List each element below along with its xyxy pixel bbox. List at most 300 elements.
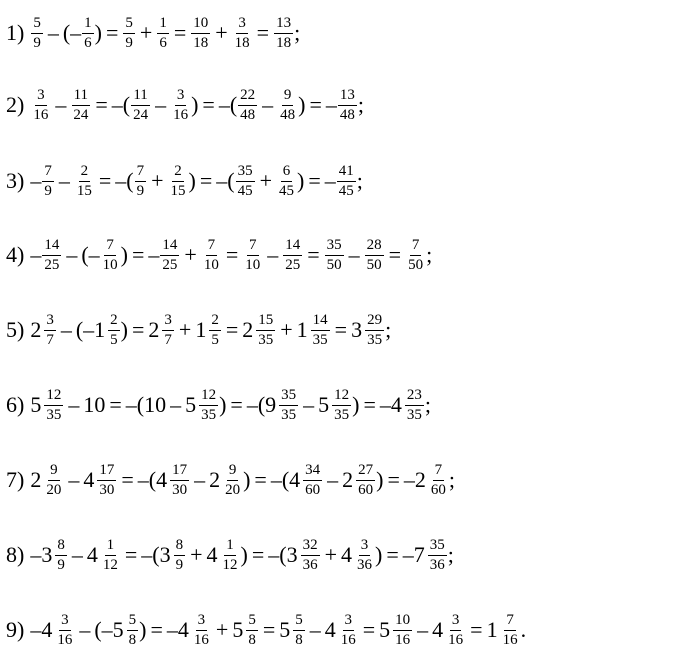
fraction-numerator: 3 [359,537,371,556]
fraction-denominator: 35 [46,406,62,423]
fraction-denominator: 9 [33,34,41,51]
fraction [170,462,189,498]
fraction [293,612,305,648]
fraction [303,462,322,498]
fraction-denominator: 48 [339,106,355,123]
operator: = [363,392,376,417]
fraction [279,387,298,423]
fraction-numerator: 12 [332,387,351,406]
mixed-number [403,537,448,573]
mixed-number-whole: 4 [432,617,444,642]
operator: = [131,242,145,267]
fraction [246,612,258,648]
fraction-denominator: 10 [245,256,261,273]
fraction-numerator: 2 [79,163,91,182]
fraction-numerator: 27 [356,462,375,481]
fraction-numerator: 11 [72,87,90,106]
symbol: ; [356,168,363,193]
symbol: ) [352,392,360,417]
equation-number: 5) [6,317,25,342]
fraction-denominator: 9 [175,556,184,573]
fraction [202,237,221,273]
fraction-numerator: 17 [170,462,189,481]
fraction-denominator: 9 [136,182,145,199]
fraction [108,312,120,348]
fraction-numerator: 5 [123,15,135,34]
fraction-numerator: 9 [227,462,239,481]
mixed-number [148,312,175,348]
mixed-number [287,537,321,573]
operator: = [173,20,187,45]
fraction-denominator: 50 [408,256,424,273]
fraction-numerator: 1 [82,15,94,34]
fraction-numerator: 9 [48,462,60,481]
symbol: – [325,92,337,117]
mixed-number-whole: 4 [83,467,95,492]
fraction-numerator: 1 [157,15,169,34]
symbol: –(10 [125,392,167,417]
fraction-denominator: 30 [172,481,188,498]
mixed-number [379,612,413,648]
operator: – [262,92,274,117]
mixed-number [404,462,449,498]
fraction-numerator: 3 [35,87,47,106]
operator: – [68,467,80,492]
symbol: ; [385,317,392,342]
symbol: ; [294,20,301,45]
mixed-number-whole: –2 [403,467,426,492]
operator: + [324,542,337,567]
fraction-numerator: 2 [108,312,120,331]
mixed-number [380,387,425,423]
operator: – [417,617,429,642]
fraction-denominator: 35 [281,406,297,423]
operator: = [362,617,376,642]
fraction [44,312,56,348]
fraction [192,612,211,648]
fraction-denominator: 36 [302,556,318,573]
fraction [71,87,90,123]
equation-line [6,605,526,655]
mixed-number [30,612,75,648]
fraction [209,312,221,348]
mixed-number [207,537,241,573]
fraction [406,237,425,273]
fraction-numerator: 3 [196,612,208,631]
fraction-numerator: 7 [504,612,516,631]
mixed-number [30,387,64,423]
mixed-number-whole: 1 [195,317,207,342]
fraction-denominator: 20 [225,481,241,498]
symbol: –( [246,392,266,417]
fraction-numerator: 12 [199,387,218,406]
symbol: (– [94,617,113,642]
fraction-denominator: 18 [234,34,250,51]
mixed-number-whole: 2 [30,467,42,492]
symbol: (– [81,242,100,267]
fraction-denominator: 25 [44,256,60,273]
mixed-number [232,612,259,648]
operator: – [309,617,321,642]
symbol: –( [115,168,134,193]
fraction [42,237,61,273]
symbol: 10 [83,392,106,417]
fraction-denominator: 8 [295,631,303,648]
fraction [355,537,374,573]
mixed-number-whole: 2 [30,317,42,342]
symbol: ) [139,617,147,642]
fraction-denominator: 5 [211,331,219,348]
fraction [31,87,50,123]
fraction-denominator: 45 [279,182,294,199]
mixed-number [265,387,299,423]
fraction [127,612,139,648]
symbol: ; [447,542,454,567]
fraction-numerator: 7 [135,163,147,182]
fraction-denominator: 18 [276,34,292,51]
operator: – [66,242,78,267]
fraction-denominator: 25 [285,256,301,273]
operator: = [388,242,402,267]
fraction-denominator: 16 [57,631,73,648]
operator: = [470,617,483,642]
operator: – [267,242,279,267]
equation-number: 1) [6,20,25,45]
fraction-numerator: 13 [274,15,293,34]
operator: = [95,92,108,117]
fraction [171,87,190,123]
operator: – [194,467,206,492]
mixed-number-whole: 5 [379,617,391,642]
fraction [55,537,67,573]
mixed-number-whole: 4 [206,542,218,567]
operator: = [307,242,320,267]
equation-line [6,156,363,206]
mixed-number [279,612,306,648]
operator: – [58,168,70,193]
fraction [101,537,120,573]
fraction-denominator: 12 [222,556,238,573]
symbol: ) [376,467,384,492]
mixed-number [160,537,187,573]
fraction-denominator: 20 [46,481,62,498]
fraction-numerator: 14 [311,312,330,331]
fraction-numerator: 1 [224,537,236,556]
equation-line [6,305,391,355]
fraction [301,537,320,573]
operator: + [184,242,197,267]
fraction [243,237,262,273]
fraction-denominator: 7 [46,331,54,348]
symbol: –( [216,168,235,193]
fraction-numerator: 7 [247,237,259,256]
symbol: . [520,617,527,642]
symbol: ) [94,20,102,45]
fraction-denominator: 45 [237,182,253,199]
fraction [123,15,135,51]
fraction [332,387,351,423]
fraction-numerator: 3 [236,15,248,34]
fraction [162,312,174,348]
operator: = [309,92,322,117]
equation-number: 2) [6,92,25,117]
fraction [221,537,240,573]
mixed-number-whole: –4 [30,617,53,642]
fraction-numerator: 22 [238,87,257,106]
fraction-denominator: 48 [280,106,296,123]
symbol: ) [243,467,251,492]
mixed-number-whole: –3 [30,542,53,567]
symbol: (– [75,317,95,342]
fraction-denominator: 50 [326,256,342,273]
fraction-denominator: 60 [305,481,321,498]
fraction-numerator: 10 [191,15,210,34]
operator: – [348,242,360,267]
fraction [365,237,384,273]
mixed-number [83,462,117,498]
fraction-denominator: 35 [367,331,383,348]
operator: = [202,92,215,117]
equation-number: 8) [6,542,25,567]
fraction [405,387,424,423]
fraction-denominator: 16 [448,631,464,648]
fraction-denominator: 35 [258,331,274,348]
fraction-numerator: 3 [450,612,462,631]
fraction-denominator: 15 [170,182,186,199]
fraction-denominator: 5 [110,331,118,348]
symbol: ) [297,168,305,193]
mixed-number [209,462,243,498]
mixed-number-whole: 5 [318,392,330,417]
fraction-denominator: 35 [312,331,328,348]
operator: = [262,617,276,642]
symbol: –( [111,92,131,117]
fraction [278,87,297,123]
mixed-number [30,312,57,348]
operator: + [280,317,293,342]
fraction [44,462,63,498]
symbol: –( [141,542,160,567]
mixed-number-whole: 5 [232,617,244,642]
symbol: –( [268,542,287,567]
operator: = [225,242,239,267]
fraction [55,612,74,648]
fraction-numerator: 29 [365,312,384,331]
symbol: ; [424,392,432,417]
mixed-number-whole: 2 [342,467,354,492]
mixed-number-whole: 5 [112,617,124,642]
fraction-denominator: 48 [240,106,256,123]
fraction-numerator: 35 [236,163,255,182]
mixed-number [341,537,375,573]
fraction [236,163,255,199]
fraction [191,15,210,51]
fraction-denominator: 16 [340,631,356,648]
mixed-number [30,462,64,498]
operator: = [230,392,243,417]
symbol: –( [270,467,290,492]
mixed-number [318,387,352,423]
fraction-denominator: 9 [57,556,65,573]
fraction-numerator: 7 [104,237,116,256]
fraction [199,387,218,423]
fraction [135,163,147,199]
fraction-numerator: 6 [281,163,293,182]
fraction-numerator: 9 [282,87,294,106]
fraction-numerator: 14 [283,237,302,256]
mixed-number [487,612,521,648]
operator: = [334,317,348,342]
fraction-numerator: 14 [160,237,179,256]
mixed-number [297,312,331,348]
fraction-numerator: 7 [42,163,54,182]
fraction [277,163,296,199]
fraction [337,163,356,199]
fraction-denominator: 50 [366,256,382,273]
fraction [393,612,412,648]
symbol: ) [298,92,306,117]
symbol: – [30,168,42,193]
fraction-numerator: 3 [44,312,56,331]
mixed-number-whole: 2 [242,317,254,342]
mixed-number [325,612,359,648]
equation-line [6,230,432,280]
fraction [157,15,169,51]
fraction [97,462,116,498]
mixed-number-whole: 2 [148,317,160,342]
mixed-number-whole: –4 [166,617,189,642]
operator: + [151,168,164,193]
equation-line [6,8,300,58]
mixed-number-whole: 3 [286,542,298,567]
mixed-number-whole: 4 [324,617,336,642]
fraction-denominator: 36 [429,556,445,573]
symbol: ; [448,467,456,492]
symbol: ) [240,542,248,567]
fraction-numerator: 2 [172,163,184,182]
operator: – [79,617,91,642]
fraction-denominator: 8 [128,631,137,648]
operator: – [71,542,83,567]
mixed-number-whole: 5 [185,392,197,417]
fraction-numerator: 7 [410,237,422,256]
fraction [256,312,275,348]
operator: = [109,392,122,417]
equation-number: 7) [6,467,25,492]
mixed-number [94,312,121,348]
fraction-denominator: 35 [334,406,350,423]
mixed-number [156,462,190,498]
fraction-denominator: 9 [125,34,133,51]
fraction-denominator: 16 [395,631,411,648]
fraction-denominator: 18 [193,34,209,51]
fraction [274,15,293,51]
symbol: ) [191,92,199,117]
fraction [31,15,43,51]
mixed-number-whole: 9 [265,392,277,417]
fraction-numerator: 15 [256,312,275,331]
symbol: (– [62,20,82,45]
operator: = [98,168,112,193]
fraction [501,612,520,648]
fraction [365,312,384,348]
operator: = [225,317,239,342]
mixed-number-whole: 3 [351,317,363,342]
operator: + [190,542,203,567]
fraction [42,163,54,199]
mixed-number-whole: 1 [296,317,308,342]
mixed-number [113,612,140,648]
fraction-numerator: 13 [338,87,357,106]
symbol: – [324,168,336,193]
mixed-number [87,537,121,573]
symbol: – [148,242,160,267]
operator: – [60,317,72,342]
fraction-denominator: 60 [358,481,374,498]
fraction-numerator: 23 [405,387,424,406]
fraction-denominator: 16 [173,106,189,123]
fraction [356,462,375,498]
symbol: – [30,242,42,267]
fraction-numerator: 28 [365,237,384,256]
symbol: ; [357,92,365,117]
fraction-denominator: 9 [44,182,52,199]
mixed-number-whole: 2 [209,467,221,492]
symbol: ) [120,317,128,342]
fraction-numerator: 3 [59,612,71,631]
operator: + [215,617,229,642]
mixed-number [289,462,323,498]
fraction [339,612,358,648]
fraction-numerator: 5 [246,612,258,631]
fraction-denominator: 35 [201,406,217,423]
fraction-denominator: 7 [164,331,172,348]
symbol: ) [219,392,227,417]
symbol: ) [188,168,196,193]
fraction [223,462,242,498]
equation-line [6,380,431,430]
fraction [44,387,63,423]
fraction [101,237,120,273]
equation-number: 9) [6,617,25,642]
fraction [174,537,186,573]
fraction-numerator: 5 [127,612,139,631]
operator: = [254,467,267,492]
operator: + [215,20,228,45]
mixed-number [195,312,222,348]
symbol: –( [218,92,238,117]
fraction [325,237,344,273]
fraction-denominator: 24 [133,106,149,123]
fraction [429,462,448,498]
mixed-number-whole: 1 [94,317,106,342]
operator: = [256,20,270,45]
fraction [169,163,188,199]
fraction-numerator: 11 [131,87,149,106]
operator: – [327,467,339,492]
fraction-numerator: 5 [31,15,43,34]
fraction-denominator: 30 [99,481,115,498]
equation-number: 6) [6,392,25,417]
mixed-number-whole: –7 [402,542,425,567]
operator: = [105,20,119,45]
fraction-denominator: 24 [73,106,89,123]
fraction-numerator: 32 [301,537,320,556]
operator: – [303,392,315,417]
fraction-numerator: 5 [293,612,305,631]
operator: = [150,617,163,642]
fraction-numerator: 35 [428,537,447,556]
